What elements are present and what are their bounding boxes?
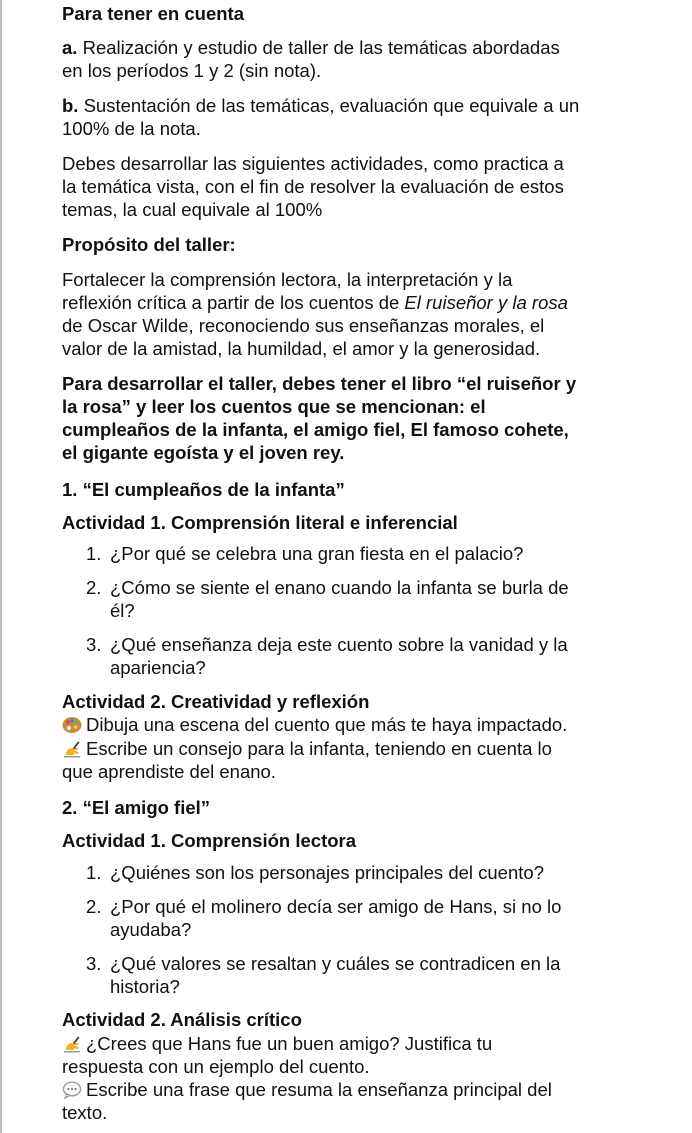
intro-line3: temas, la cual equivale al 100%	[62, 199, 323, 220]
page-edge	[0, 0, 2, 1133]
story1-q1-number: 1.	[86, 543, 102, 564]
story1-q2-line1: ¿Cómo se siente el enano cuando la infanta se burla de	[110, 577, 569, 598]
story1-q2-line2: él?	[110, 600, 135, 621]
story2-task2-line1: Escribe una frase que resuma la enseñanza principal del	[62, 1078, 552, 1101]
palette-icon	[62, 716, 82, 734]
story1-task1-line1: Dibuja una escena del cuento que más te haya impactado.	[62, 713, 567, 736]
story1-q3-line2: apariencia?	[110, 657, 206, 678]
speech-bubble-icon	[62, 1081, 82, 1099]
story1-q2-number: 2.	[86, 577, 102, 598]
note-a-line1: a. Realización y estudio de taller de las temáticas abordadas	[62, 37, 560, 58]
book-title: El ruiseñor y la rosa	[404, 292, 568, 313]
story1-activity1-title: Actividad 1. Comprensión literal e inferencial	[62, 512, 458, 533]
story2-q3-line1: ¿Qué valores se resaltan y cuáles se contradicen en la	[110, 953, 561, 974]
story1-task2-line1: Escribe un consejo para la infanta, teniendo en cuenta lo	[62, 737, 552, 760]
story2-q2-line2: ayudaba?	[110, 919, 192, 940]
note-b-line1: b. Sustentación de las temáticas, evaluación que equivale a un	[62, 95, 580, 116]
story2-task2-line2: texto.	[62, 1102, 108, 1123]
purpose-line4: valor de la amistad, la humildad, el amor y la generosidad.	[62, 338, 541, 359]
note-a-line2: en los períodos 1 y 2 (sin nota).	[62, 60, 322, 81]
story1-task2-line2: que aprendiste del enano.	[62, 761, 276, 782]
intro-line2: la temática vista, con el fin de resolver la evaluación de estos	[62, 176, 564, 197]
story2-q2-number: 2.	[86, 896, 102, 917]
story1-q3-number: 3.	[86, 634, 102, 655]
story1-activity2-title: Actividad 2. Creatividad y reflexión	[62, 691, 370, 712]
instructions-line3: cumpleaños de la infanta, el amigo fiel, El famoso cohete,	[62, 419, 569, 440]
note-b-label: b.	[62, 95, 79, 116]
intro-line1: Debes desarrollar las siguientes actividades, como practica a	[62, 153, 564, 174]
instructions-line2: la rosa” y leer los cuentos que se mencionan: el	[62, 396, 486, 417]
purpose-line2: reflexión crítica a partir de los cuentos de El ruiseñor y la rosa	[62, 292, 568, 313]
purpose-line1: Fortalecer la comprensión lectora, la interpretación y la	[62, 269, 513, 290]
story2-q1-text: ¿Quiénes son los personajes principales del cuento?	[110, 862, 544, 883]
story2-q3-line2: historia?	[110, 976, 180, 997]
story1-title: 1. “El cumpleaños de la infanta”	[62, 479, 345, 500]
story2-q3-number: 3.	[86, 953, 102, 974]
story2-title: 2. “El amigo fiel”	[62, 797, 211, 818]
story2-task1-line1: ¿Crees que Hans fue un buen amigo? Justifica tu	[62, 1032, 492, 1055]
purpose-heading: Propósito del taller:	[62, 234, 236, 255]
story1-q3-line1: ¿Qué enseñanza deja este cuento sobre la vanidad y la	[110, 634, 568, 655]
story2-q1-number: 1.	[86, 862, 102, 883]
writing-hand-icon	[62, 740, 82, 758]
writing-hand-icon	[62, 1035, 82, 1053]
story2-activity1-title: Actividad 1. Comprensión lectora	[62, 830, 357, 851]
story2-task1-line2: respuesta con un ejemplo del cuento.	[62, 1056, 370, 1077]
story2-activity2-title: Actividad 2. Análisis crítico	[62, 1009, 302, 1030]
story2-q2-line1: ¿Por qué el molinero decía ser amigo de Hans, si no lo	[110, 896, 562, 917]
story1-q1-text: ¿Por qué se celebra una gran fiesta en el palacio?	[110, 543, 524, 564]
note-a-label: a.	[62, 37, 78, 58]
section-title: Para tener en cuenta	[62, 3, 244, 24]
instructions-line4: el gigante egoísta y el joven rey.	[62, 442, 345, 463]
instructions-line1: Para desarrollar el taller, debes tener el libro “el ruiseñor y	[62, 373, 577, 394]
purpose-line3: de Oscar Wilde, reconociendo sus enseñanzas morales, el	[62, 315, 545, 336]
note-b-line2: 100% de la nota.	[62, 118, 201, 139]
